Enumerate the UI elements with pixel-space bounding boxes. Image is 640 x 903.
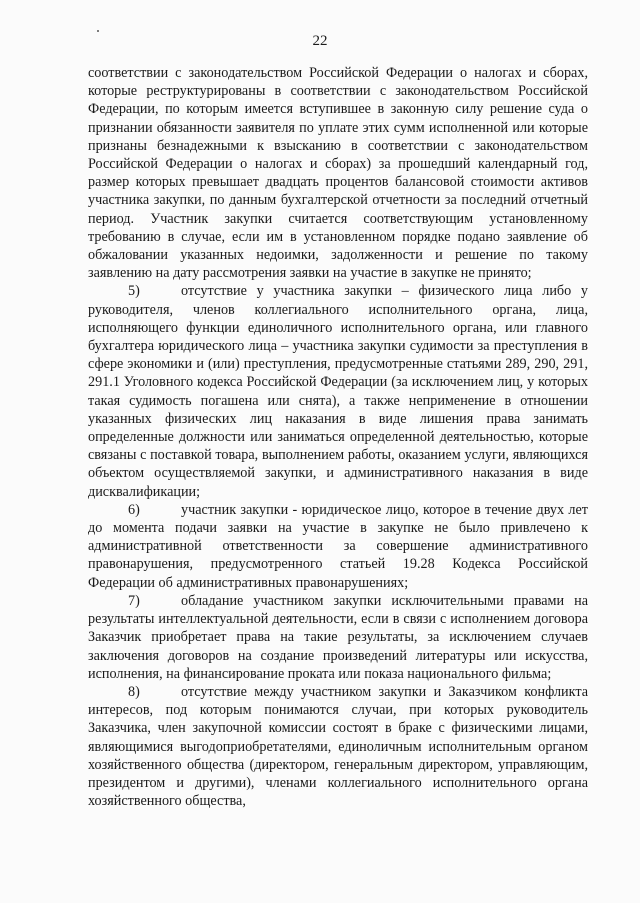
paragraph-item-7 (88, 592, 588, 683)
item-number: 5) (128, 283, 140, 300)
item-number: 7) (128, 592, 140, 609)
item-number: 8) (128, 683, 140, 700)
document-body (88, 64, 588, 810)
paragraph-continuation (88, 64, 588, 282)
paragraph-text: отсутствие между участником закупки и Заказчиком конфликта интересов, под которым понимаются случаи, при которых руководитель Заказчика, член закупочной комиссии состоят в браке с физическими лицами, являющимися выгодоприобретателями, единоличным исполнительным органом хозяйственного общества (директором, генеральным директором, управляющим, президентом и другими), членами коллегиального исполнительного органа хозяйственного общества, (88, 683, 588, 810)
paragraph-text: соответствии с законодательством Российской Федерации о налогах и сборах, которые реструктурированы в соответствии с законодательством Российской Федерации, по которым имеется вступившее в законную силу решение суда о признании обязанности заявителя по уплате этих сумм исполненной или которые признаны безнадежными к взысканию в соответствии с законодательством Российской Федерации о налогах и сборах) за прошедший календарный год, размер которых превышает двадцать процентов балансовой стоимости активов участника закупки, по данным бухгалтерской отчетности за последний отчетный период. Участник закупки считается соответствующим установленному требованию в случае, если им в установленном порядке подано заявление об обжаловании указанных недоимки, задолженности и решение по такому заявлению на дату рассмотрения заявки на участие в закупке не принято; (88, 65, 588, 282)
paragraph-item-5 (88, 282, 588, 500)
paragraph-text: обладание участником закупки исключительными правами на результаты интеллектуальной деятельности, если в связи с исполнением договора Заказчик приобретает права на такие результаты, за исключением случаев заключения договоров на создание произведений литературы или искусства, исполнения, на финансирование проката или показа национального фильма; (88, 592, 588, 682)
page-number: 22 (312, 33, 328, 49)
paragraph-text: отсутствие у участника закупки – физического лица либо у руководителя, членов коллегиального исполнительного органа, лица, исполняющего функции единоличного исполнительного органа, или главного бухгалтера юридического лица – участника закупки судимости за преступления в сфере экономики и (или) преступления, предусмотренные статьями 289, 290, 291, 291.1 Уголовного кодекса Российской Федерации (за исключением лиц, у которых такая судимость погашена или снята), а также неприменение в отношении указанных физических лиц наказания в виде лишения права занимать определенные должности или заниматься определенной деятельностью, которые связаны с поставкой товара, выполнением работы, оказанием услуги, являющихся объектом осуществляемой закупки, и административного наказания в виде дисквалификации; (88, 283, 588, 500)
paragraph-text: участник закупки - юридическое лицо, которое в течение двух лет до момента подачи заявки на участие в закупке не было привлечено к административной ответственности за совершение административного правонарушения, предусмотренного статьей 19.28 Кодекса Российской Федерации об административных правонарушениях; (88, 501, 588, 591)
paragraph-item-8 (88, 683, 588, 810)
paragraph-item-6 (88, 501, 588, 592)
item-number: 6) (128, 501, 140, 518)
